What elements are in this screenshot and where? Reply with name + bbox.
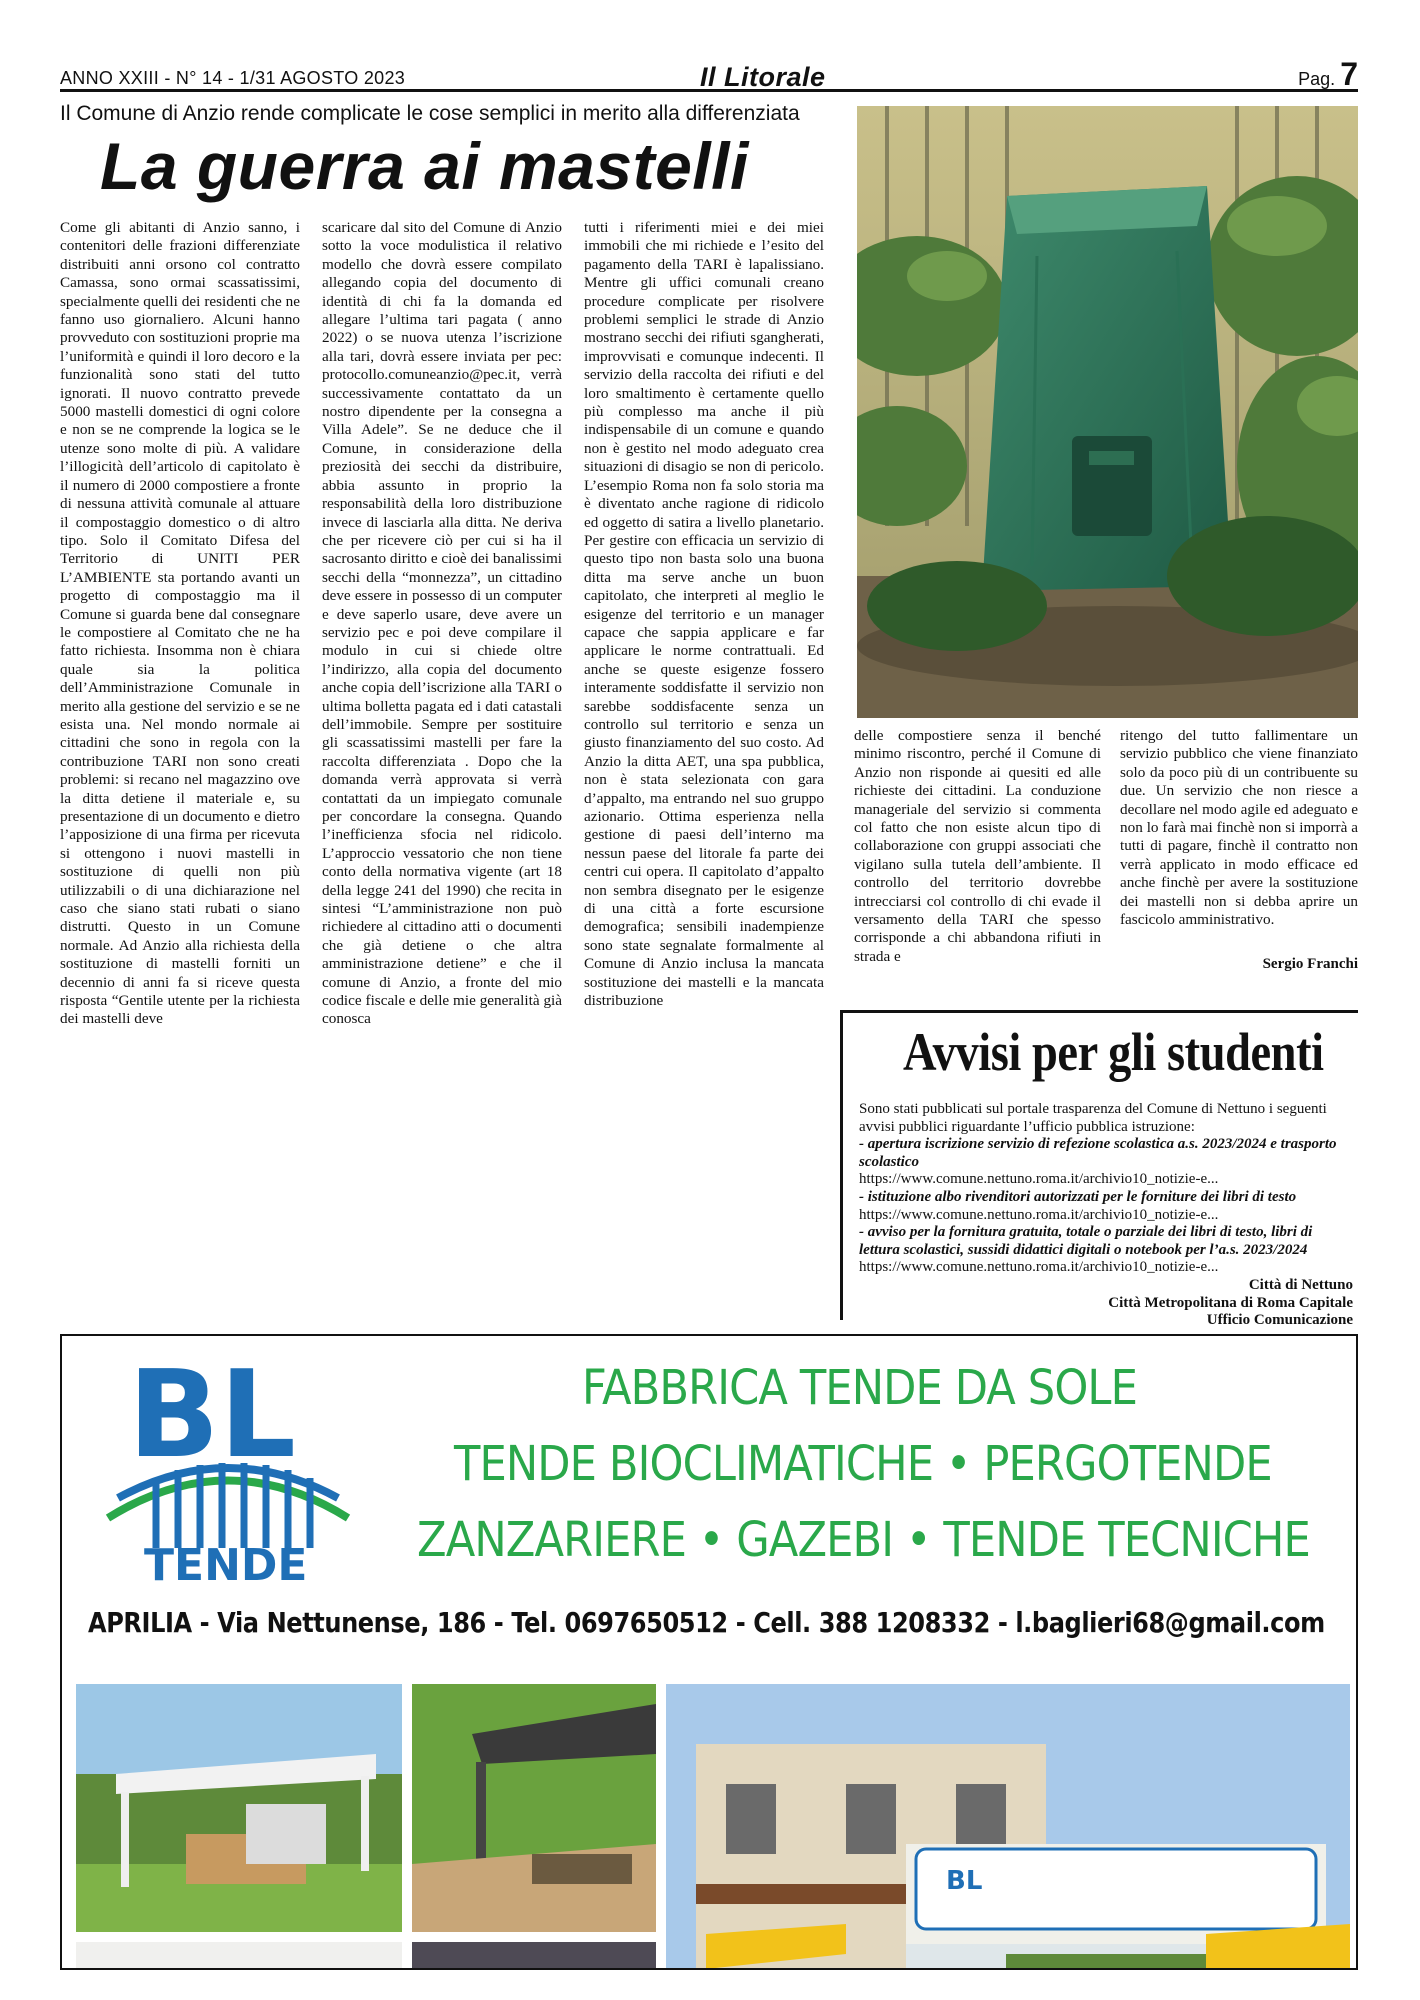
bl-tende-advertisement [60,1334,1358,1970]
avvisi-intro: Sono stati pubblicati sul portale trasparenza del Comune di Nettuno i seguenti avvisi pubblici riguardante l’ufficio pubblica istruzione: [859,1101,1327,1135]
awning-photo [76,1942,402,1970]
avvisi-item-label: - apertura iscrizione servizio di refezione scolastica a.s. 2023/2024 e trasporto scolastico [859,1136,1337,1170]
issue-info: ANNO XXIII - N° 14 - 1/31 AGOSTO 2023 [60,68,406,88]
masthead: Il Litorale [700,62,826,92]
avvisi-title: Avvisi per gli studenti [903,1022,1324,1082]
avvisi-signature-1: Città di Nettuno [1248,1276,1353,1293]
article-headline: La guerra ai mastelli [100,129,749,203]
composter-photo [857,106,1358,718]
avvisi-body [859,1101,1353,1330]
article-column-4: delle compostiere senza il benché minimo riscontro, perché il Comune di Anzio non risponde ai quesiti ed alle richieste dei cittadini. La conduzione manageriale del servizio si commenta col fatto che non esiste alcun tipo di collaborazione con gruppi associati che vigilano sulla tutela dell’ambiente. Il controllo del territorio dovrebbe intrecciarsi col controllo di chi evade il versamento della TARI che spesso corrisponde a chi abbandona rifiuti in strada e [854,727,1101,965]
page-header [60,56,1358,92]
terrace-pergola-photo [412,1684,656,1932]
avvisi-item-link[interactable]: https://www.comune.nettuno.roma.it/archivio10_notizie-e... [859,1259,1219,1276]
page-number: Pag. 7 [1298,56,1358,92]
avvisi-item-link[interactable]: https://www.comune.nettuno.roma.it/archivio10_notizie-e... [859,1171,1219,1188]
avvisi-signature-3: Ufficio Comunicazione [1206,1312,1353,1329]
storefront-photo [666,1684,1350,1970]
article-column-3: tutti i riferimenti miei e dei miei immobili che mi richiede e l’esito del pagamento della TARI è lapalissiano. Mentre gli uffici comunali creano procedure complicate per risolvere problemi semplici le strade di Anzio mostrano secchi dei rifiuti sgangherati, improvvisati e comunque indecenti. Il servizio della raccolta dei rifiuti e del loro smaltimento è certamente quello più complesso ma anche il più indispensabile di un comune e quando non è gestito nel modo adeguato crea situazioni di disagio se non di pericolo. L’esempio Roma non fa solo storia ma è diventato anche ragione di ridicolo ed oggetto di satira a livello planetario. Per gestire con efficacia un servizio di questo tipo non basta solo una buona ditta ma serve anche un buon capitolato, che interpreti al meglio le esigenze del territorio e un manager capace che sappia applicare e far applicare le norme contrattuali. Ed anche se queste esigenze fossero interamente soddisfatte il servizio non sarebbe soddisfacente senza un controllo sul territorio e senza un giusto finanziamento del suo costo. Ad Anzio la ditta AET, una spa pubblica, non è stata selezionata con gara d’appalto, ma entrando nel suo gruppo azionario. Ottima esperienza nella gestione di paesi dell’interno ma nessun paese del litorale fa parte dei centri cui opera. Il capitolato d’appalto non sembra disegnato per le esigenze di una città a forte escursione demografica; sensibili inadempienze sono state segnalate formalmente al Comune di Anzio inclusa la mancata sostituzione dei mastelli e la mancata distribuzione [584,219,824,1010]
bl-tende-logo [98,1348,362,1586]
avvisi-signature-2: Città Metropolitana di Roma Capitale [1108,1294,1353,1311]
article-column-1: Come gli abitanti di Anzio sanno, i contenitori delle frazioni differenziate distribuiti anni orsono col contratto Camassa, sono ormai scassatissimi, specialmente quelli dei residenti che ne fanno uso giornaliero. Alcuni hanno provveduto con sostituzioni proprie ma l’uniformità e quindi il loro decoro e la funzionalità sono stati del tutto ignorati. Il nuovo contratto prevede 5000 mastelli domestici di ogni colore e non se ne comprende la logica se le utenze sono molte di più. A validare l’illogicità dell’articolo di capitolato è il numero di 2000 compostiere a fronte di nessuna attività comunale al attuare il compostaggio domestico o di altro tipo. Solo il Comitato Difesa del Territorio di UNITI PER L’AMBIENTE sta portando avanti un progetto di compostaggio ma il Comune si guarda bene dal consegnare le compostiere al Comitato che ne ha fatto richiesta. Insomma non è chiara quale sia la politica dell’Amministrazione Comunale in merito alla gestione del servizio e se ne esista una. Nel mondo normale ai cittadini che sono in regola con la contribuzione TARI non sono creati problemi: si recano nel magazzino ove la ditta detiene il materiale e, su presentazione di un documento e dietro l’apposizione di una firma per ricevuta si ottengono i nuovi mastelli in sostituzione di quelli non più utilizzabili o di una dichiarazione nel caso che siano stati rubati o siano distrutti. Questo in un Comune normale. Ad Anzio alla richiesta della sostituzione di mastelli forniti un decennio di anni fa si riceve questa risposta “Gentile utente per la richiesta dei mastelli deve [60,219,300,1028]
svg-text:BL: BL [946,1866,983,1896]
avvisi-item-link[interactable]: https://www.comune.nettuno.roma.it/archivio10_notizie-e... [859,1206,1219,1223]
ad-line-3: ZANZARIERE • GAZEBI • TENDE TECNICHE [417,1512,1310,1568]
article-column-5: ritengo del tutto fallimentare un servizio pubblico che viene finanziato solo da poco più di un contribuente su due. Un servizio che non riesce a decollare nel modo agile ed adeguato e non lo farà mai finchè non si imporrà a tutti di pagare, finchè il contratto non verrà applicato in modo efficace ed anche finchè per avere la sostituzione dei mastelli non si debba aprire un fascicolo amministrativo. [1120,727,1358,929]
svg-text:TENDE: TENDE [144,1540,308,1586]
article-column-2: scaricare dal sito del Comune di Anzio sotto la voce modulistica il relativo modello che dovrà essere compilato allegando copia del documento di identità di chi fa la domanda ed allegare l’ultima tari pagata ( anno 2022) o se nuova utenza l’iscrizione alla tari, dovrà essere inviata per pec: protocollo.comuneanzio@pec.it, verrà successivamente contattato da un nostro dipendente per la consegna a Villa Adele”. Se ne deduce che il Comune, in considerazione della preziosità dei secchi da distribuire, abbia assunto in proprio la responsabilità della loro distribuzione invece di lasciarla alla ditta. Ne deriva che per ricevere ciò per cui si ha il sacrosanto diritto e cioè dei banalissimi secchi della “monnezza”, un cittadino deve essere in possesso di un computer e deve saperlo usare, deve avere un servizio pec e poi deve compilare il modulo in cui si chiede oltre l’indirizzo, alla copia del documento anche copia dell’iscrizione alla TARI o ultima bolletta pagata ed i dati catastali dell’immobile. Sempre per sostituire gli scassatissimi mastelli per fare la raccolta differenziata . Dopo che la domanda verrà approvata si verrà contattati da un impiegato comunale per concordare la consegna. Quando l’inefficienza sfocia nel ridicolo. L’approccio vessatorio che non tiene conto della normativa vigente (art 18 della legge 241 del 1990) che recita in sintesi “L’amministrazione non può richiedere al cittadino atti o documenti che già detiene o che altra amministrazione detiene” e che il comune di Anzio, a fronte del mio codice fiscale e delle mie generalità già conosca [322,219,562,1028]
ad-contact: APRILIA - Via Nettunense, 186 - Tel. 0697650512 - Cell. 388 1208332 - l.baglieri68@gmail.com [88,1606,1325,1639]
evening-pergola-photo [412,1942,656,1970]
avvisi-box [840,1010,1358,1329]
ad-line-2: TENDE BIOCLIMATICHE • PERGOTENDE [454,1436,1272,1492]
article-kicker: Il Comune di Anzio rende complicate le cose semplici in merito alla differenziata [60,102,800,125]
ad-line-1: FABBRICA TENDE DA SOLE [582,1360,1137,1416]
article-byline: Sergio Franchi [1262,956,1358,972]
avvisi-item-label: - avviso per la fornitura gratuita, totale o parziale dei libri di testo, libri di lettura scolastici, sussidi didattici digitali o notebook per l’a.s. 2023/2024 [859,1224,1313,1258]
avvisi-item-label: - istituzione albo rivenditori autorizzati per le forniture dei libri di testo [859,1188,1297,1205]
pergola-photo [76,1684,402,1932]
svg-text:BL: BL [128,1348,296,1485]
